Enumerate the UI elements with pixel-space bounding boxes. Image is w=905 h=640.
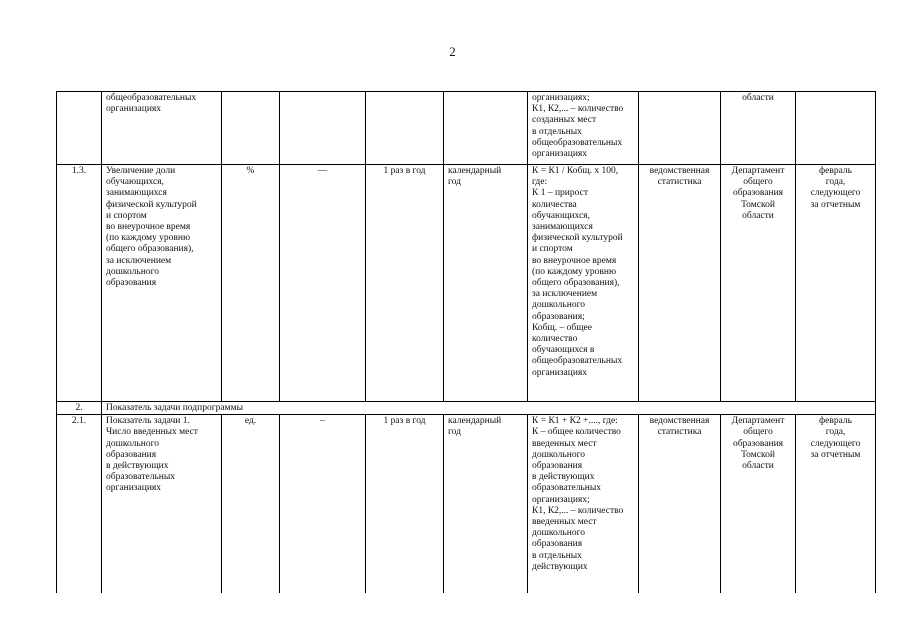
cell-responsible: Департамент общего образования Томской области xyxy=(721,165,796,402)
cell-unit: ед. xyxy=(222,415,280,593)
cell-source: ведомственная статистика xyxy=(639,165,721,402)
cell-num: 1.3. xyxy=(57,165,102,402)
table-row xyxy=(57,165,876,402)
indicators-table xyxy=(56,91,876,593)
cell-num: 2.1. xyxy=(57,415,102,593)
cell-responsible: Департамент общего образования Томской области xyxy=(721,415,796,593)
section-num: 2. xyxy=(57,402,102,415)
cell-method: организациях; К1, К2,... – количество созданных мест в отдельных общеобразовательных организациях xyxy=(528,92,639,165)
cell-source: ведомственная статистика xyxy=(639,415,721,593)
cell-method: К = К1 + К2 +...., где: К – общее количество введенных мест дошкольного образования в действующих образовательных организациях; К1, К2,... – количество введенных мест дошкольного образования в отдельных действующих xyxy=(528,415,639,593)
cell-source xyxy=(639,92,721,165)
section-title: Показатель задачи подпрограммы xyxy=(102,402,876,415)
section-row xyxy=(57,402,876,415)
table-row xyxy=(57,415,876,593)
cell-frequency xyxy=(366,92,444,165)
cell-term xyxy=(796,92,876,165)
cell-period: календарный год xyxy=(444,415,528,593)
cell-indicator-name: Показатель задачи 1. Число введенных мест дошкольного образования в действующих образовательных организациях xyxy=(102,415,222,593)
table-row xyxy=(57,92,876,165)
cell-num xyxy=(57,92,102,165)
cell-dash xyxy=(280,92,366,165)
cell-frequency: 1 раз в год xyxy=(366,415,444,593)
cell-period xyxy=(444,92,528,165)
cell-dash: – xyxy=(280,415,366,593)
cell-unit xyxy=(222,92,280,165)
cell-responsible: области xyxy=(721,92,796,165)
page-number: 2 xyxy=(449,44,456,59)
cell-indicator-name: Увеличение доли обучающихся, занимающихся физической культурой и спортом во внеурочное время (по каждому уровню общего образования), за исключением дошкольного образования xyxy=(102,165,222,402)
cell-period: календарный год xyxy=(444,165,528,402)
cell-dash: — xyxy=(280,165,366,402)
cell-unit: % xyxy=(222,165,280,402)
cell-term: февраль года, следующего за отчетным xyxy=(796,165,876,402)
cell-indicator-name: общеобразовательных организациях xyxy=(102,92,222,165)
cell-frequency: 1 раз в год xyxy=(366,165,444,402)
cell-term: февраль года, следующего за отчетным xyxy=(796,415,876,593)
cell-method: К = К1 / Кобщ. x 100, где: К 1 – прирост количества обучающихся, занимающихся физической культурой и спортом во внеурочное время (по каждому уровню общего образования), за исключением дошкольного образования; Кобщ. – общее количество обучающихся в общеобразовательных организациях xyxy=(528,165,639,402)
